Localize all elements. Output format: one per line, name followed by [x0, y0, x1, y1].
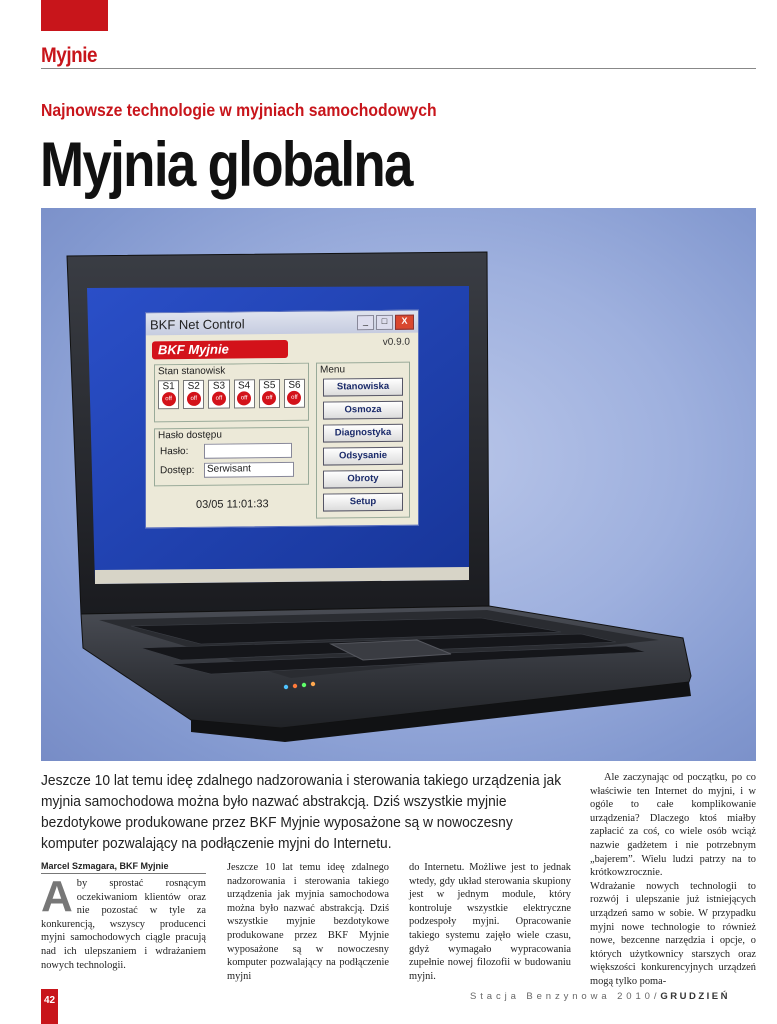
minimize-button[interactable]: _	[357, 315, 374, 330]
window-title: BKF Net Control	[150, 315, 245, 332]
column-1-text: by sprostać rosnącym oczekiwaniom klientów oraz nie pozostać w tyle za konkurencją, wszyscy producenci myjni samochodowych ciągle pracują nad ich ulepszaniem i wdrażaniem nowych technologii.	[41, 878, 206, 971]
column-4-paragraph: Wdrażanie nowych technologii to rozwój i ulepszanie już istniejących urządzeń samo w sobie. W przypadku myjni nowe technologie to również nowe, bezcenne narzędzia i opcje, o których użytkownicy starszych oraz większości konkurencyjnych urządzeń mogą tylko poma-	[590, 880, 756, 987]
password-panel	[154, 427, 309, 487]
drop-cap: A	[41, 872, 73, 921]
station-indicator[interactable]	[259, 379, 280, 408]
station-status-badge: off	[262, 391, 276, 405]
version-label: v0.9.0	[382, 336, 410, 348]
station-status-badge: off	[237, 391, 251, 405]
column-4	[590, 771, 756, 989]
menu-button[interactable]: Stanowiska	[323, 378, 403, 397]
section-label: Myjnie	[41, 44, 98, 67]
station-indicator[interactable]	[234, 379, 255, 408]
byline: Marcel Szmagara, BKF Myjnie	[41, 861, 206, 874]
station-label: S1	[162, 381, 175, 393]
footer-magazine: Stacja Benzynowa 2010/	[470, 991, 661, 1002]
password-header: Hasło dostępu	[158, 429, 222, 442]
stations-header: Stan stanowisk	[155, 364, 308, 379]
window-titlebar	[146, 311, 418, 336]
station-label: S5	[263, 380, 276, 392]
station-indicator[interactable]	[158, 380, 179, 409]
menu-button[interactable]: Osmoza	[323, 401, 403, 420]
station-status-badge: off	[212, 392, 226, 406]
password-field[interactable]	[204, 443, 292, 459]
article-title: Myjnia globalna	[40, 130, 412, 200]
column-3: do Internetu. Możliwe jest to jednak wtedy, gdy układ sterowania skupiony jest w jednym module, który kontroluje wszystkie elektryczne podzespoły myjni. Opracowanie takiego systemu zajęło wiele czasu, gdyż wymagało wypracowania zupełnie nowej filozofii w budowaniu myjni.	[409, 862, 571, 982]
column-4-paragraph: Ale zaczynając od początku, po co właściwie ten Internet do myjni, i w ogóle to całe komplikowanie urządzenia? Dlaczego ktoś miałby zapłacić za coś, co wiele osób wciąż nazwie gadżetem i nie potrzebnym „bajerem”. Wielu ludzi patrzy na to krótkowzrocznie.	[590, 772, 756, 879]
menu-button[interactable]: Obroty	[323, 470, 403, 489]
lead-paragraph: Jeszcze 10 lat temu ideę zdalnego nadzorowania i sterowania takiego urządzenia jak myjnia samochodowa można było nazwać abstrakcją. Dziś wszystkie myjnie bezdotykowe produkowane przez BKF Myjnie wyposażone są w nowoczesny komputer pozwalający na podłączenie myjni do Internetu.	[41, 772, 562, 852]
menu-button[interactable]: Odsysanie	[323, 447, 403, 466]
menu-header: Menu	[320, 364, 346, 376]
app-window	[145, 310, 419, 529]
station-status-badge: off	[287, 391, 301, 405]
section-color-tab	[41, 0, 108, 31]
article-subtitle: Najnowsze technologie w myjniach samochodowych	[41, 100, 437, 120]
menu-button[interactable]: Setup	[323, 493, 403, 512]
station-label: S6	[288, 379, 301, 391]
maximize-button[interactable]: □	[376, 314, 393, 329]
station-indicator[interactable]	[284, 379, 305, 408]
menu-button[interactable]: Diagnostyka	[323, 424, 403, 443]
laptop-photo	[41, 208, 756, 761]
password-label: Hasło:	[160, 445, 189, 458]
bkf-logo: BKF Myjnie	[152, 340, 288, 359]
station-label: S4	[237, 380, 251, 392]
page-number: 42	[43, 995, 56, 1006]
station-indicator[interactable]	[183, 380, 204, 409]
access-field[interactable]: Serwisant	[204, 462, 294, 478]
stations-panel	[154, 363, 309, 423]
footer-month: GRUDZIEŃ	[660, 991, 730, 1002]
column-2: Jeszcze 10 lat temu ideę zdalnego nadzorowania i sterowania takiego urządzenia jak myjnia samochodowa można było nazwać abstrakcją. Dziś wszystkie myjnie bezdotykowe produkowane przez BKF Myjnie wyposażone są w nowoczesny komputer pozwalający na podłączenie myjni	[227, 862, 389, 982]
footer	[470, 991, 730, 1002]
station-label: S3	[212, 380, 226, 392]
close-button[interactable]: X	[395, 314, 414, 329]
station-status-badge: off	[187, 392, 201, 406]
station-indicator[interactable]	[208, 380, 229, 409]
access-label: Dostęp:	[160, 464, 195, 477]
column-1	[41, 872, 206, 972]
menu-panel	[316, 362, 410, 519]
station-label: S2	[187, 380, 200, 392]
section-rule	[41, 68, 756, 69]
datetime-label: 03/05 11:01:33	[196, 498, 269, 511]
station-status-badge: off	[162, 392, 176, 406]
